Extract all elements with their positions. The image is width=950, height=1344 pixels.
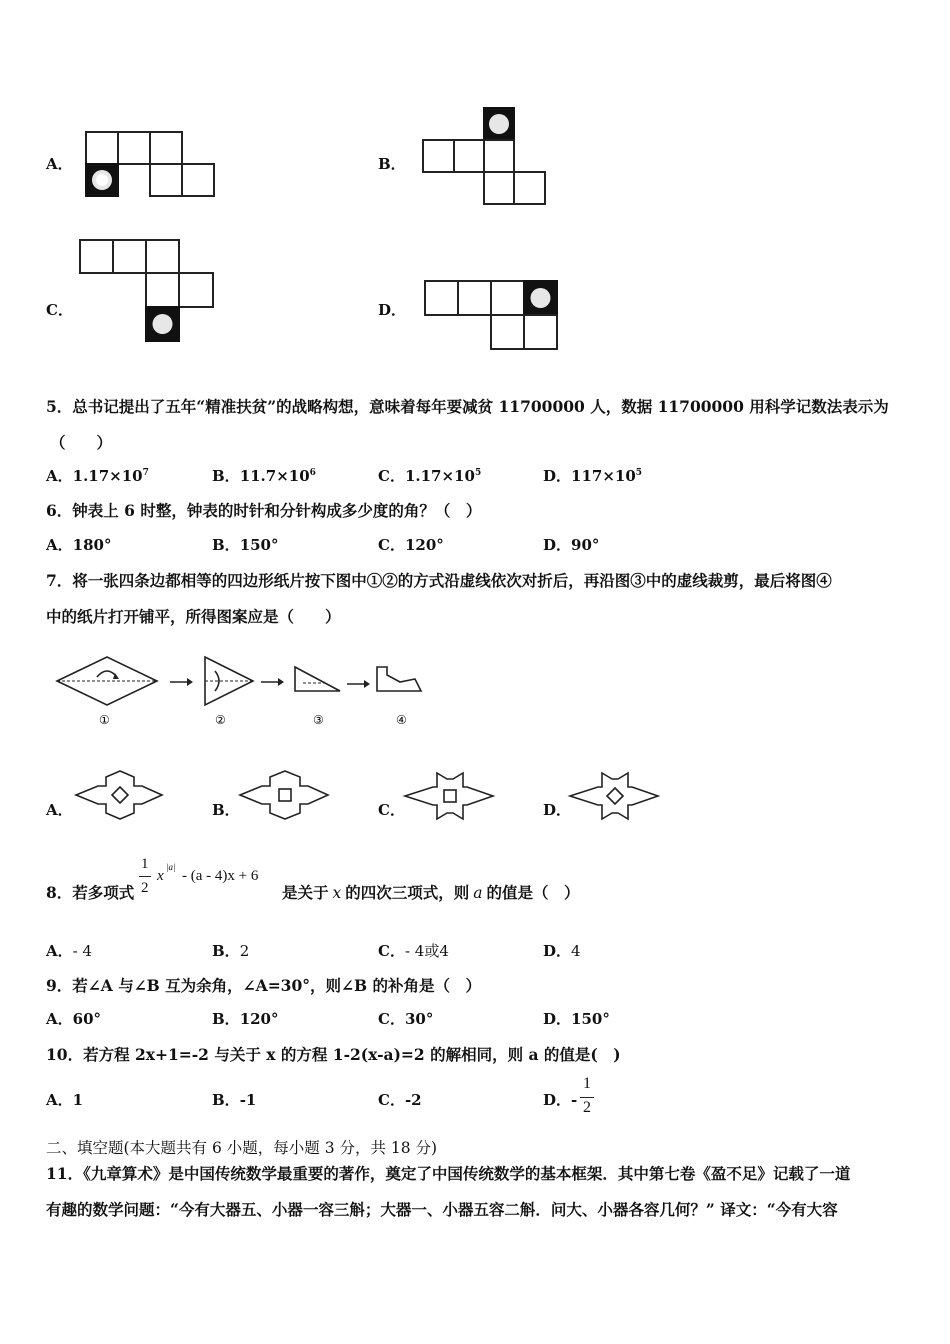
q4-option-a-label: A． xyxy=(46,155,73,173)
q7-option-b-label: B． xyxy=(212,801,240,819)
q8-poly-x: x xyxy=(157,868,164,884)
q7-step-label-2: ② xyxy=(215,713,226,727)
q8-option-b[interactable]: B．2 xyxy=(212,942,250,960)
q6-option-c[interactable]: C．120° xyxy=(378,536,444,554)
q10-option-b[interactable]: B．-1 xyxy=(212,1091,257,1109)
q10-d-frac-bar xyxy=(580,1097,594,1098)
q4-option-c-net[interactable] xyxy=(79,239,217,345)
q4-option-a-net[interactable] xyxy=(85,131,217,201)
q8-frac-bar xyxy=(139,876,151,877)
q9-option-d[interactable]: D．150° xyxy=(543,1010,610,1028)
q4-option-b-net[interactable] xyxy=(422,107,550,207)
q7-option-c-shape[interactable] xyxy=(405,771,495,823)
q8-prefix: 8．若多项式 xyxy=(46,883,135,902)
q10-d-frac-den: 2 xyxy=(583,1099,591,1116)
q7-option-d-shape[interactable] xyxy=(570,771,660,823)
q6-option-d[interactable]: D．90° xyxy=(543,536,600,554)
q7-step-label-3: ③ xyxy=(313,713,324,727)
q8-poly-rest: - (a - 4)x + 6 xyxy=(182,868,259,884)
q5-option-b[interactable]: B．$11.7\times 10^6$ xyxy=(212,467,316,485)
q10-option-c[interactable]: C．-2 xyxy=(378,1091,422,1109)
q8-frac-den: 2 xyxy=(141,880,149,896)
q11-line2: 有趣的数学问题：“今有大器五、小器一容三斛；大器一、小器五容二斛．问大、小器各容几何？” 译文：“今有大容 xyxy=(46,1200,838,1219)
section2-heading: 二、填空题(本大题共有 6 小题，每小题 3 分，共 18 分) xyxy=(46,1139,438,1157)
q7-fold-steps-figure xyxy=(55,655,435,735)
q7-option-b-shape[interactable] xyxy=(240,771,330,821)
q5-stem: 5．总书记提出了五年“精准扶贫”的战略构想，意味着每年要减贫 11700000 人，数据 11700000 用科学记数法表示为 xyxy=(46,397,889,416)
q11-line1: 11．《九章算术》是中国传统数学最重要的著作，奠定了中国传统数学的基本框架．其中第七卷《盈不足》记载了一道 xyxy=(46,1164,851,1183)
q7-option-d-label: D． xyxy=(543,801,572,819)
q8-option-d[interactable]: D．4 xyxy=(543,942,581,960)
q7-option-a-label: A． xyxy=(46,801,73,819)
q10-stem: 10．若方程 2x+1=-2 与关于 x 的方程 1-2(x-a)=2 的解相同，则 a 的值是( ) xyxy=(46,1045,621,1064)
q8-option-a[interactable]: A．- 4 xyxy=(46,942,93,960)
q6-option-a[interactable]: A．180° xyxy=(46,536,112,554)
q7-step-label-1: ① xyxy=(99,713,110,727)
q4-option-b-label: B． xyxy=(378,155,406,173)
q10-option-a[interactable]: A．1 xyxy=(46,1091,84,1109)
q6-option-b[interactable]: B．150° xyxy=(212,536,279,554)
q5-option-c[interactable]: C．$1.17\times 10^5$ xyxy=(378,467,482,485)
q9-option-c[interactable]: C．30° xyxy=(378,1010,434,1028)
q9-option-a[interactable]: A．60° xyxy=(46,1010,102,1028)
q4-option-d-net[interactable] xyxy=(424,280,562,352)
q10-option-d[interactable]: D．- xyxy=(543,1091,578,1109)
q8-suffix: 是关于 x 的四次三项式，则 a 的值是（ ） xyxy=(282,883,580,902)
q4-option-c-label: C． xyxy=(46,301,73,319)
q4-option-d-label: D． xyxy=(378,301,407,319)
q8-option-c[interactable]: C．- 4或4 xyxy=(378,942,449,960)
q7-stem-line2: 中的纸片打开铺平，所得图案应是（ ） xyxy=(46,607,341,626)
q7-option-c-label: C． xyxy=(378,801,405,819)
q7-stem-line1: 7．将一张四条边都相等的四边形纸片按下图中①②的方式沿虚线依次对折后，再沿图③中的虚线裁剪，最后将图④ xyxy=(46,571,832,590)
q6-stem: 6．钟表上 6 时整，钟表的时针和分针构成多少度的角？（ ） xyxy=(46,501,482,520)
q7-step-label-4: ④ xyxy=(396,713,407,727)
q5-option-d[interactable]: D．$117\times 10^5$ xyxy=(543,467,643,485)
q8-poly-exp: |a| xyxy=(166,862,176,872)
q5-paren: （ ） xyxy=(50,433,113,452)
q5-option-a[interactable]: A．$1.17\times 10^7$ xyxy=(46,467,149,485)
q7-option-a-shape[interactable] xyxy=(76,771,164,821)
q10-d-frac-num: 1 xyxy=(583,1075,591,1092)
q8-frac-num: 1 xyxy=(141,856,149,872)
q9-stem: 9．若∠A 与∠B 互为余角，∠A=30°，则∠B 的补角是（ ） xyxy=(46,976,481,995)
q9-option-b[interactable]: B．120° xyxy=(212,1010,279,1028)
